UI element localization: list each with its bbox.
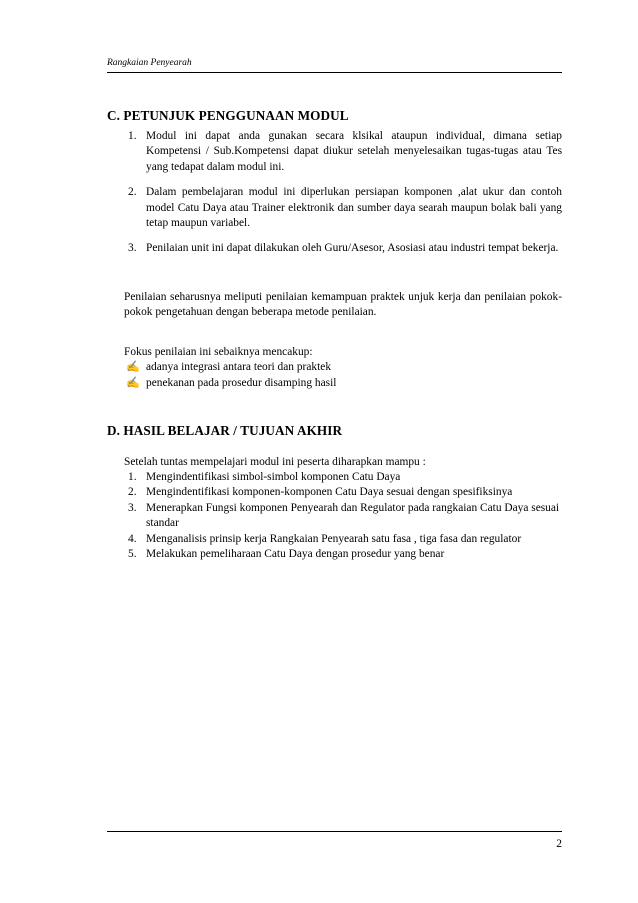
pen-bullet-icon: ✍ — [126, 376, 140, 389]
list-item-text: Melakukan pemeliharaan Catu Daya dengan prosedur yang benar — [146, 548, 445, 561]
list-item — [130, 470, 562, 485]
list-item-text: Menganalisis prinsip kerja Rangkaian Penyearah satu fasa , tiga fasa dan regulator — [146, 532, 522, 545]
list-item-text: Penilaian unit ini dapat dilakukan oleh Guru/Asesor, Asosiasi atau industri tempat bekerja. — [146, 242, 559, 255]
focus-item — [124, 360, 562, 375]
list-item-text: Dalam pembelajaran modul ini diperlukan persiapan komponen ,alat ukur dan contoh model Catu Daya atau Trainer elektronik dan sumber daya searah maupun bolak bali yang tetap maupun variabel. — [146, 186, 562, 230]
pen-bullet-icon: ✍ — [126, 361, 140, 374]
section-d-list — [130, 470, 562, 562]
list-item-text: Modul ini dapat anda gunakan secara klsikal ataupun individual, dimana setiap Kompetensi / Sub.Kompetensi dapat diukur setelah menyelesaikan tugas-tugas atau Tes yang tedapat dalam modul ini. — [146, 130, 562, 173]
list-item — [130, 532, 562, 547]
list-item-number: 2. — [128, 186, 137, 199]
list-item — [130, 501, 562, 532]
list-item — [130, 241, 562, 256]
footer-divider — [107, 831, 562, 832]
header-divider — [107, 72, 562, 73]
list-item-number: 1. — [128, 471, 137, 483]
list-item — [130, 129, 562, 175]
list-item-text: Mengindentifikasi simbol-simbol komponen Catu Daya — [146, 471, 401, 483]
list-item — [130, 485, 562, 500]
list-item — [130, 547, 562, 562]
section-d-intro: Setelah tuntas mempelajari modul ini peserta diharapkan mampu : — [124, 456, 426, 468]
page-number: 2 — [556, 838, 562, 850]
focus-block — [124, 345, 562, 391]
list-item-number: 3. — [128, 242, 137, 255]
list-item — [130, 185, 562, 231]
running-header: Rangkaian Penyearah — [107, 58, 192, 68]
section-c-list — [130, 129, 562, 267]
list-item-number: 5. — [128, 548, 137, 561]
list-item-number: 1. — [128, 130, 137, 142]
list-item-number: 2. — [128, 486, 137, 499]
list-item-number: 3. — [128, 501, 137, 514]
focus-item-text: penekanan pada prosedur disamping hasil — [146, 376, 337, 389]
list-item-text: Menerapkan Fungsi komponen Penyearah dan Regulator pada rangkaian Catu Daya sesuai standar — [146, 501, 560, 530]
section-c-title: C. PETUNJUK PENGGUNAAN MODUL — [107, 108, 349, 123]
focus-item-text: adanya integrasi antara teori dan praktek — [146, 361, 332, 374]
focus-item — [124, 376, 562, 391]
assessment-paragraph: Penilaian seharusnya meliputi penilaian kemampuan praktek unjuk kerja dan penilaian pokok-pokok pengetahuan dengan beberapa metode penilaian. — [124, 291, 562, 319]
list-item-number: 4. — [128, 532, 137, 545]
focus-intro: Fokus penilaian ini sebaiknya mencakup: — [124, 346, 313, 358]
list-item-text: Mengindentifikasi komponen-komponen Catu Daya sesuai dengan spesifiksinya — [146, 486, 513, 499]
section-d-title: D. HASIL BELAJAR / TUJUAN AKHIR — [107, 423, 343, 438]
